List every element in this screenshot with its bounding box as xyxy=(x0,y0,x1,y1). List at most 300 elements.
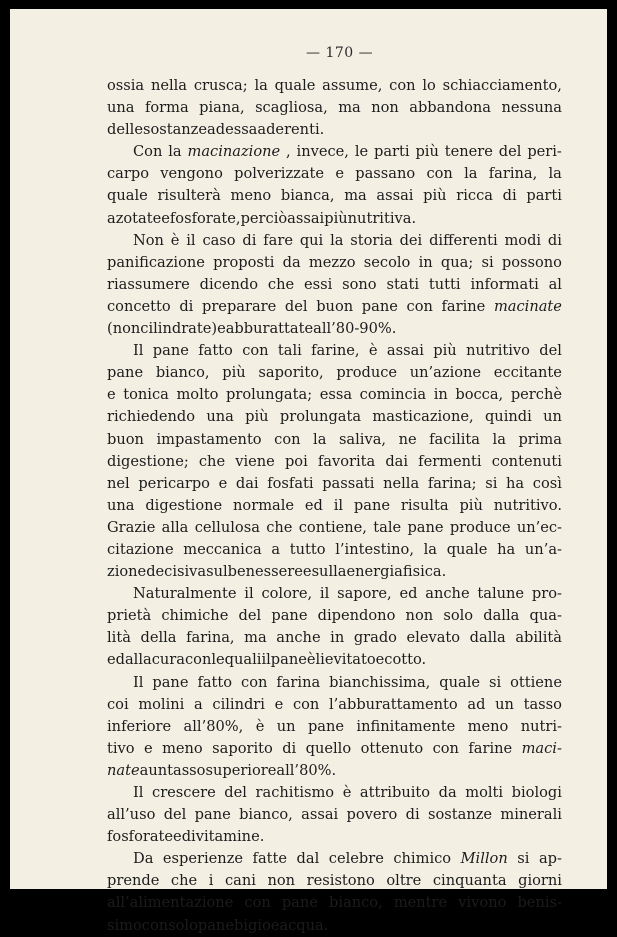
word: quale xyxy=(107,187,148,205)
word: quale xyxy=(274,77,316,94)
word: assume, xyxy=(322,77,383,94)
text-line xyxy=(107,185,562,207)
word: più xyxy=(433,342,457,360)
word: qui xyxy=(299,231,324,249)
word: più xyxy=(415,143,439,161)
word: bigio xyxy=(233,916,271,934)
text-line xyxy=(107,583,562,605)
word: molini xyxy=(138,695,185,713)
word: buon xyxy=(107,430,144,448)
text-line xyxy=(107,296,562,318)
word: differenti xyxy=(429,231,498,249)
word: proposti xyxy=(213,253,275,271)
word: meno xyxy=(162,739,203,757)
word: con xyxy=(274,430,301,448)
word: abburattate xyxy=(225,320,314,338)
word: con xyxy=(242,342,269,360)
word: il xyxy=(261,651,271,669)
word: e xyxy=(161,209,170,227)
word: sul xyxy=(206,563,228,581)
word: informati xyxy=(470,275,539,293)
word: pane xyxy=(194,806,231,824)
word: biologi xyxy=(511,784,562,801)
word: fosfati xyxy=(267,474,314,492)
word: perciò xyxy=(240,209,288,227)
body-text xyxy=(107,75,562,937)
word: con xyxy=(241,673,268,691)
book-page xyxy=(10,9,607,934)
word: anche xyxy=(276,629,321,647)
word: è xyxy=(306,651,316,669)
text-line xyxy=(107,230,562,252)
word: un’azione xyxy=(409,364,482,382)
word: facilita xyxy=(429,430,480,448)
word: e xyxy=(335,165,344,183)
word: ha xyxy=(497,540,516,558)
word: cura xyxy=(151,651,185,669)
word: eccitante xyxy=(493,364,562,382)
word: celebre xyxy=(328,850,384,868)
word: bianco, xyxy=(329,894,383,912)
word: la xyxy=(168,143,182,161)
word: ap- xyxy=(538,850,562,868)
word: infinitamente xyxy=(356,717,456,735)
word: mentre xyxy=(393,894,448,912)
word: del xyxy=(539,342,562,360)
word: a xyxy=(271,540,281,558)
word: prima xyxy=(518,430,562,448)
word: riassumere xyxy=(107,275,190,293)
word: bianchissima, xyxy=(329,673,431,691)
word: comincia xyxy=(359,386,427,404)
word: alla xyxy=(161,518,189,536)
word: ma xyxy=(344,187,367,205)
text-line xyxy=(107,848,562,870)
word: dalla xyxy=(483,607,520,625)
text-line xyxy=(107,163,562,185)
word: solo xyxy=(443,607,474,625)
text-line xyxy=(107,561,562,583)
word: farine xyxy=(441,297,486,315)
word: nutritivo. xyxy=(493,496,562,514)
word: zione xyxy=(107,563,147,581)
word: un xyxy=(543,408,562,426)
text-line xyxy=(107,892,562,914)
word: all’80-90%. xyxy=(313,320,397,338)
word: Non xyxy=(133,231,164,249)
word: più xyxy=(324,209,348,227)
word: si xyxy=(517,850,530,868)
word: pericarpo xyxy=(138,474,210,492)
word: e xyxy=(218,474,228,492)
text-line xyxy=(107,473,562,495)
word: nessuna xyxy=(501,99,562,117)
word: così xyxy=(532,474,562,492)
word: talune xyxy=(477,585,525,603)
word: dalla xyxy=(469,629,506,647)
word: possono xyxy=(501,253,562,271)
word: tenere xyxy=(444,143,493,161)
word: lo xyxy=(422,77,436,94)
word: e xyxy=(144,739,153,757)
word: è xyxy=(255,717,265,735)
word: colore, xyxy=(261,585,313,603)
word: polverizzate xyxy=(234,165,325,183)
word: non xyxy=(267,872,296,890)
word: oltre xyxy=(386,872,422,890)
word: macinate xyxy=(493,297,562,315)
word: ad xyxy=(207,121,226,139)
word: ed xyxy=(399,585,418,603)
word: parti xyxy=(374,143,410,161)
word: che xyxy=(170,872,198,890)
word: chimico xyxy=(393,850,452,868)
word: modi xyxy=(504,231,542,249)
word: abbandona xyxy=(409,99,491,117)
text-line xyxy=(107,318,562,340)
word: il xyxy=(244,585,254,603)
text-line xyxy=(107,649,562,671)
word: una xyxy=(107,496,135,514)
word: dai xyxy=(385,452,409,470)
word: sulla xyxy=(311,563,347,581)
word: e xyxy=(302,563,312,581)
word: una xyxy=(107,99,135,117)
word: impastamento xyxy=(156,430,262,448)
word: di xyxy=(282,739,297,757)
word: fermenti xyxy=(418,452,482,470)
word: ne xyxy=(398,430,417,448)
text-line xyxy=(107,539,562,561)
text-line xyxy=(107,340,562,362)
word: della xyxy=(140,629,177,647)
text-line xyxy=(107,804,562,826)
word: un xyxy=(495,695,514,713)
text-line xyxy=(107,738,562,760)
word: lievitato xyxy=(315,651,376,669)
word: il xyxy=(333,496,344,514)
word: essa xyxy=(319,386,353,404)
word: farina xyxy=(276,673,321,691)
word: ottiene xyxy=(510,673,562,691)
word: buon xyxy=(316,297,354,315)
word: all’80%, xyxy=(183,717,244,735)
word: macinazione xyxy=(187,143,281,161)
word: pane xyxy=(307,717,345,735)
word: Il xyxy=(133,342,144,360)
word: Il xyxy=(133,673,144,691)
word: tasso xyxy=(167,761,206,779)
word: con xyxy=(141,916,169,934)
word: cellulosa xyxy=(194,518,260,536)
text-line xyxy=(107,915,562,937)
word: molto xyxy=(176,386,219,404)
text-line xyxy=(107,97,562,119)
word: , xyxy=(286,143,291,161)
word: Con xyxy=(133,143,163,161)
word: tutto xyxy=(289,540,326,558)
word: minerali xyxy=(500,806,562,824)
word: un’ec- xyxy=(516,518,562,536)
word: che xyxy=(266,518,293,536)
word: e xyxy=(173,828,182,846)
word: essa xyxy=(225,121,258,139)
word: con xyxy=(244,894,271,912)
word: coi xyxy=(107,695,129,713)
word: povero xyxy=(346,806,398,824)
word: quale xyxy=(446,540,488,558)
word: prolungata xyxy=(279,408,362,426)
word: all’uso xyxy=(107,806,156,824)
word: maci- xyxy=(521,739,562,757)
word: sostanze xyxy=(142,121,208,139)
word: da xyxy=(438,784,457,801)
word: è xyxy=(342,784,352,801)
word: con xyxy=(426,165,453,183)
word: di xyxy=(405,806,420,824)
word: a xyxy=(194,695,203,713)
word: perchè xyxy=(510,386,562,404)
word: il xyxy=(319,585,330,603)
word: pane xyxy=(197,916,234,934)
word: dal xyxy=(296,850,320,868)
word: delle xyxy=(107,121,143,139)
word: prende xyxy=(107,872,160,890)
text-line xyxy=(107,252,562,274)
word: anche xyxy=(425,585,470,603)
word: e xyxy=(107,651,116,669)
word: pane xyxy=(361,297,398,315)
word: con xyxy=(389,77,416,94)
word: fare xyxy=(263,231,293,249)
word: mezzo xyxy=(308,253,356,271)
word: resistono xyxy=(306,872,375,890)
word: giorni xyxy=(518,872,562,890)
word: scagliosa, xyxy=(255,99,328,117)
word: ed xyxy=(304,496,323,514)
word: invece, xyxy=(296,143,349,161)
word: secolo xyxy=(363,253,411,271)
word: le xyxy=(211,651,225,669)
word: a xyxy=(139,761,149,779)
word: più xyxy=(423,187,447,205)
word: e xyxy=(375,651,385,669)
word: fatte xyxy=(252,850,288,868)
word: è xyxy=(368,342,378,360)
word: pane xyxy=(271,607,308,625)
word: farina, xyxy=(186,629,235,647)
word: acqua. xyxy=(279,916,329,934)
word: la xyxy=(254,77,268,94)
word: fatto xyxy=(197,673,233,691)
word: da xyxy=(282,253,301,271)
word: simo xyxy=(107,916,142,934)
word: al xyxy=(548,275,562,293)
text-line xyxy=(107,716,562,738)
word: la xyxy=(330,231,344,249)
word: benis- xyxy=(517,894,562,912)
text-line xyxy=(107,451,562,473)
word: sapore, xyxy=(337,585,392,603)
word: sostanze xyxy=(427,806,493,824)
word: farine xyxy=(468,739,513,757)
text-line xyxy=(107,362,562,384)
word: un’a- xyxy=(524,540,562,558)
word: la xyxy=(423,540,438,558)
word: assai xyxy=(301,806,339,824)
word: assai xyxy=(386,342,424,360)
word: il xyxy=(186,231,196,249)
word: l’intestino, xyxy=(335,540,414,558)
word: quello xyxy=(305,739,352,757)
word: pane xyxy=(107,364,144,382)
word: parti xyxy=(526,187,562,205)
word: piana, xyxy=(199,99,245,117)
text-line xyxy=(107,782,562,804)
word: non xyxy=(371,99,399,117)
word: farine, xyxy=(311,342,360,360)
text-line xyxy=(107,75,562,97)
word: vengono xyxy=(160,165,223,183)
word: nutritivo xyxy=(466,342,530,360)
word: carpo xyxy=(107,165,149,183)
text-line xyxy=(107,517,562,539)
word: esperienze xyxy=(162,850,244,868)
word: è xyxy=(170,231,180,249)
word: nella xyxy=(150,77,188,94)
word: prolungata; xyxy=(226,386,313,404)
word: saliva, xyxy=(338,430,387,448)
word: qua; xyxy=(440,253,474,271)
word: Millon xyxy=(460,850,508,868)
word: bianco, xyxy=(155,364,210,382)
word: passati xyxy=(322,474,375,492)
word: e xyxy=(270,916,280,934)
word: produce xyxy=(449,518,511,536)
word: assai xyxy=(287,209,325,227)
word: tasso xyxy=(523,695,562,713)
word: forma xyxy=(144,99,189,117)
word: un xyxy=(148,761,168,779)
word: tonica xyxy=(123,386,169,404)
text-line xyxy=(107,384,562,406)
word: del xyxy=(238,607,262,625)
word: farina, xyxy=(488,165,538,183)
word: dei xyxy=(399,231,423,249)
word: e xyxy=(107,386,116,404)
word: ad xyxy=(467,695,486,713)
word: sono xyxy=(342,275,377,293)
word: preparare xyxy=(201,297,277,315)
word: energia xyxy=(346,563,403,581)
word: crescere xyxy=(152,784,216,801)
word: ma xyxy=(338,99,361,117)
word: digestione; xyxy=(107,452,189,470)
word: qua- xyxy=(529,607,562,625)
word: dai xyxy=(235,474,259,492)
word: Da xyxy=(133,850,154,868)
word: dicendo xyxy=(199,275,259,293)
word: del xyxy=(498,143,522,161)
word: pane xyxy=(270,651,307,669)
word: nutritiva. xyxy=(347,209,417,227)
page-number: — 170 — xyxy=(306,45,374,61)
word: cilindri xyxy=(212,695,265,713)
word: ha xyxy=(506,474,525,492)
word: bianca, xyxy=(280,187,335,205)
word: peri- xyxy=(527,143,562,161)
word: contenuti xyxy=(491,452,562,470)
word: si xyxy=(481,253,494,271)
word: pane xyxy=(152,673,189,691)
word: in xyxy=(330,629,345,647)
word: concetto xyxy=(107,297,171,315)
word: la xyxy=(548,165,562,183)
word: di xyxy=(502,187,517,205)
word: schiacciamento, xyxy=(442,77,562,94)
word: abilità xyxy=(515,629,562,647)
word: bocca, xyxy=(455,386,504,404)
word: che xyxy=(198,452,226,470)
word: che xyxy=(267,275,295,293)
word: ossia xyxy=(107,77,145,94)
word: rachitismo xyxy=(255,784,335,801)
word: di xyxy=(179,297,194,315)
word: si xyxy=(488,673,502,691)
word: tali xyxy=(277,342,302,360)
text-line xyxy=(107,672,562,694)
word: la xyxy=(313,430,327,448)
word: vitamine. xyxy=(195,828,265,846)
word: saporito xyxy=(212,739,273,757)
word: decisiva xyxy=(146,563,207,581)
word: tutti xyxy=(428,275,461,293)
word: pro- xyxy=(531,585,562,603)
text-line xyxy=(107,694,562,716)
word: e xyxy=(274,695,284,713)
word: crusca; xyxy=(193,77,248,94)
word: in xyxy=(418,253,433,271)
word: benessere xyxy=(227,563,303,581)
word: storia xyxy=(350,231,393,249)
word: pane xyxy=(407,518,444,536)
word: masticazione, xyxy=(372,408,474,426)
word: farina; xyxy=(427,474,477,492)
text-line xyxy=(107,760,562,782)
text-line xyxy=(107,495,562,517)
word: chimiche xyxy=(161,607,229,625)
word: quindi xyxy=(484,408,532,426)
word: inferiore xyxy=(107,717,172,735)
word: un xyxy=(276,717,296,735)
word: cilindrate) xyxy=(140,320,218,338)
word: più xyxy=(459,496,483,514)
word: una xyxy=(206,408,234,426)
word: saporito, xyxy=(258,364,324,382)
word: caso xyxy=(202,231,236,249)
word: produce xyxy=(336,364,398,382)
word: in xyxy=(433,386,448,404)
word: panificazione xyxy=(107,253,205,271)
word: più xyxy=(222,364,246,382)
word: richiedendo xyxy=(107,408,196,426)
word: con xyxy=(184,651,212,669)
word: pane xyxy=(152,342,189,360)
word: nutri- xyxy=(520,717,562,735)
word: i xyxy=(208,872,214,890)
word: viene xyxy=(235,452,275,470)
text-line xyxy=(107,406,562,428)
